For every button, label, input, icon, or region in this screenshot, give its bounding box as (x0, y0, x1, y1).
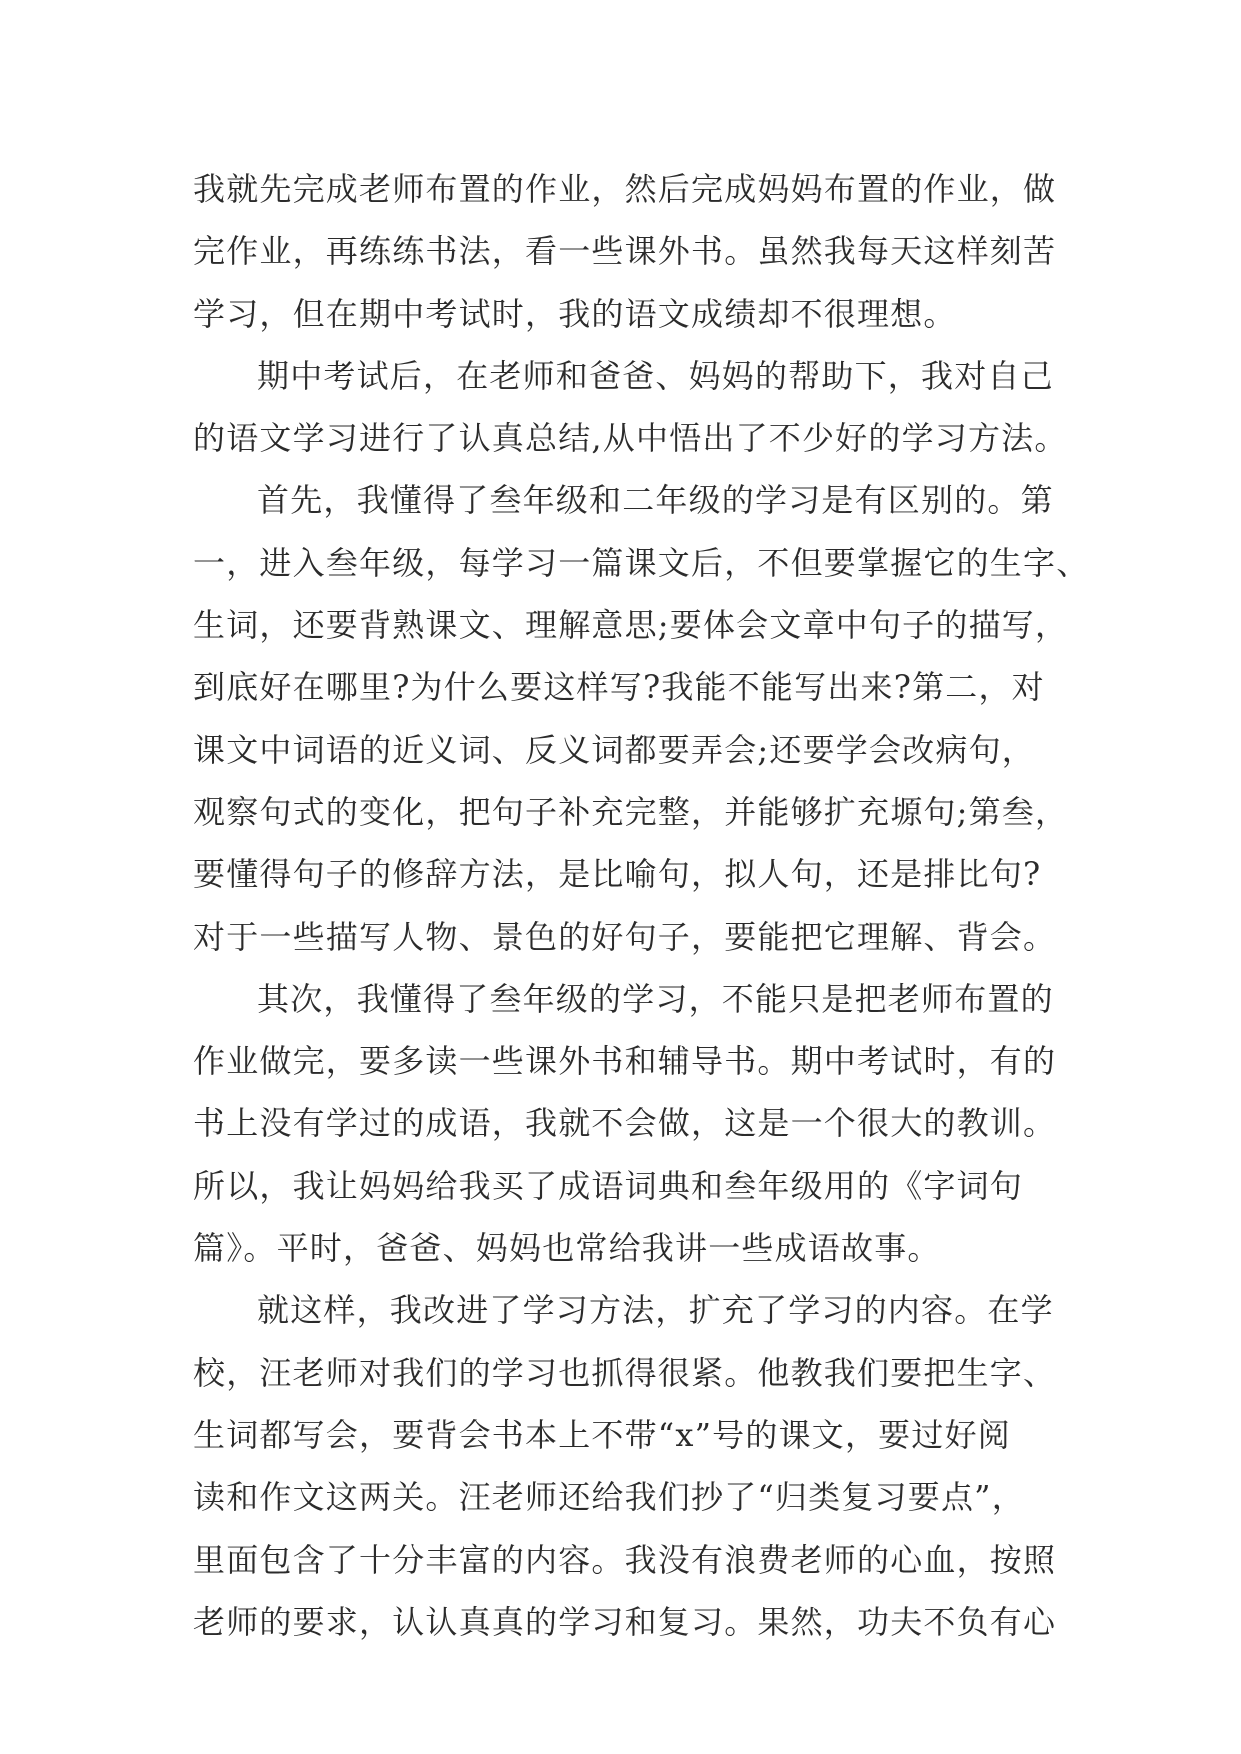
text-line: 所以，我让妈妈给我买了成语词典和叁年级用的《字词句 (193, 1166, 1024, 1205)
text-line: 课文中词语的近义词、反义词都要弄会;还要学会改病句， (193, 730, 1035, 769)
body-text (193, 158, 1090, 1653)
text-line: 首先，我懂得了叁年级和二年级的学习是有区别的。第 (257, 481, 1054, 520)
text-line: 就这样，我改进了学习方法，扩充了学习的内容。在学 (257, 1291, 1054, 1330)
text-line: 生词都写会，要背会书本上不带“x”号的课文，要过好阅 (193, 1415, 1011, 1454)
text-line: 读和作文这两关。汪老师还给我们抄了“归类复习要点”， (193, 1478, 1025, 1517)
text-line: 到底好在哪里?为什么要这样写?我能不能写出来?第二，对 (193, 668, 1045, 707)
text-line: 的语文学习进行了认真总结,从中悟出了不少好的学习方法。 (193, 419, 1068, 458)
text-line: 一，进入叁年级，每学习一篇课文后，不但要掌握它的生字、 (193, 543, 1090, 582)
text-line: 里面包含了十分丰富的内容。我没有浪费老师的心血，按照 (193, 1540, 1057, 1579)
text-line: 观察句式的变化，把句子补充完整，并能够扩充塬句;第叁， (193, 792, 1069, 831)
text-line: 学习，但在期中考试时，我的语文成绩却不很理想。 (193, 294, 957, 333)
text-line: 要懂得句子的修辞方法，是比喻句，拟人句，还是排比句? (193, 855, 1042, 894)
text-line: 篇》。平时，爸爸、妈妈也常给我讲一些成语故事。 (193, 1229, 941, 1268)
text-line: 书上没有学过的成语，我就不会做，这是一个很大的教训。 (193, 1104, 1057, 1143)
text-line: 生词，还要背熟课文、理解意思;要体会文章中句子的描写， (193, 606, 1069, 645)
text-line: 老师的要求，认认真真的学习和复习。果然，功夫不负有心 (193, 1602, 1057, 1641)
text-line: 我就先完成老师布置的作业，然后完成妈妈布置的作业，做 (193, 170, 1057, 208)
text-line: 期中考试后，在老师和爸爸、妈妈的帮助下，我对自己 (257, 356, 1054, 395)
text-line: 作业做完，要多读一些课外书和辅导书。期中考试时，有的 (193, 1042, 1057, 1081)
text-line: 完作业，再练练书法，看一些课外书。虽然我每天这样刻苦 (193, 232, 1057, 271)
text-line: 校，汪老师对我们的学习也抓得很紧。他教我们要把生字、 (193, 1353, 1057, 1392)
text-line: 其次，我懂得了叁年级的学习，不能只是把老师布置的 (257, 979, 1054, 1018)
text-line: 对于一些描写人物、景色的好句子，要能把它理解、背会。 (193, 917, 1057, 956)
